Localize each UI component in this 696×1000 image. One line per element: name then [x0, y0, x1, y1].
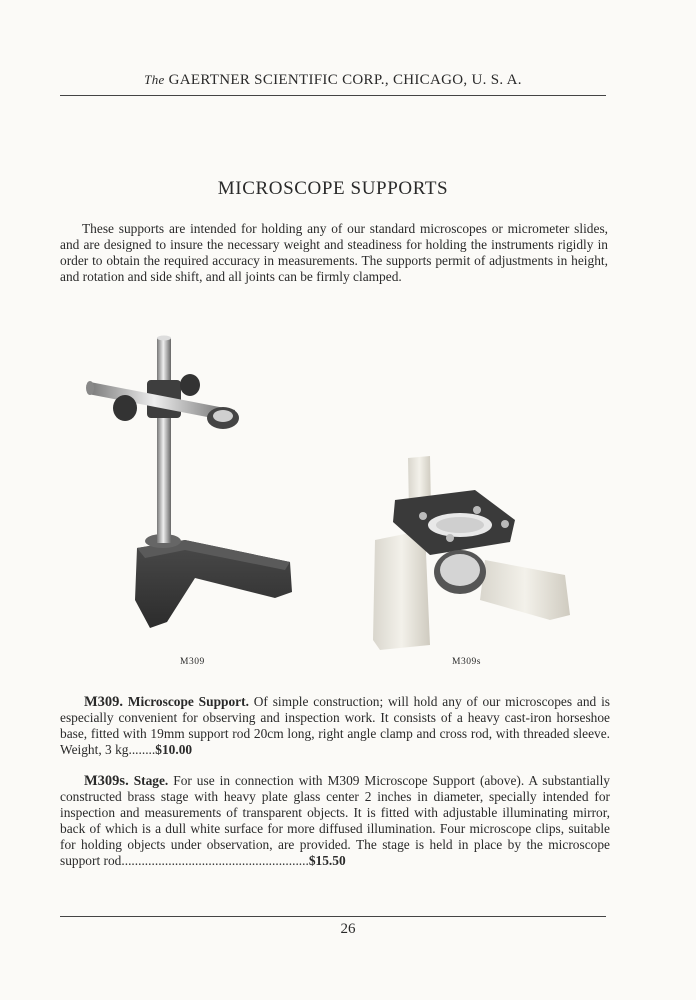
- m309-support-drawing: [85, 330, 305, 650]
- entry-name: Microscope Support.: [127, 694, 249, 709]
- catalog-entry-m309: [60, 694, 610, 758]
- entry-description: For use in connection with M309 Microscope Support (above). A substantially constructed brass stage with heavy plate glass center 2 inches in diameter, specially intended for inspection and measurements of transparent objects. It is fitted with adjustable illuminating mirror, back of which is a dull white surface for more diffused illumination. Four microscope clips, suitable for holding objects under observation, are provided. The stage is held in place by the microscope support rod........................................................: [60, 773, 610, 868]
- page-number: 26: [340, 921, 356, 937]
- header-the: The: [144, 72, 165, 87]
- m309-caption: M309: [180, 657, 205, 667]
- footer-rule: [60, 916, 606, 917]
- page-title: MICROSCOPE SUPPORTS: [217, 178, 449, 199]
- m309s-stage-illustration: [365, 450, 580, 660]
- entry-price: $10.00: [155, 742, 193, 757]
- entry-name: Stage.: [133, 773, 169, 788]
- m309s-caption: M309s: [452, 657, 481, 667]
- entry-code: M309.: [84, 694, 124, 710]
- intro-paragraph: These supports are intended for holding any of our standard microscopes or micrometer slides, and are designed to insure the necessary weight and steadiness for holding the instruments rigidly in order to obtain the required accuracy in measurements. The supports permit of adjustments in height, and rotation and side shift, and all joints can be firmly clamped.: [60, 221, 608, 284]
- entry-code: M309s.: [84, 773, 129, 789]
- entry-description: Of simple construction; will hold any of our microscopes and is especially convenient for observing and inspection work. It consists of a heavy cast-iron horseshoe base, fitted with 19mm support rod 20cm long, right angle clamp and cross rod, with threaded sleeve. Weight, 3 kg........: [60, 694, 610, 757]
- running-header: [60, 72, 606, 89]
- m309-support-illustration: [85, 330, 305, 650]
- header-rule: [60, 95, 606, 96]
- catalog-entry-m309s: [60, 773, 610, 869]
- m309s-stage-drawing: [365, 450, 580, 660]
- entry-price: $15.50: [308, 853, 346, 868]
- header-company: GAERTNER SCIENTIFIC CORP., CHICAGO, U. S. A.: [168, 72, 522, 88]
